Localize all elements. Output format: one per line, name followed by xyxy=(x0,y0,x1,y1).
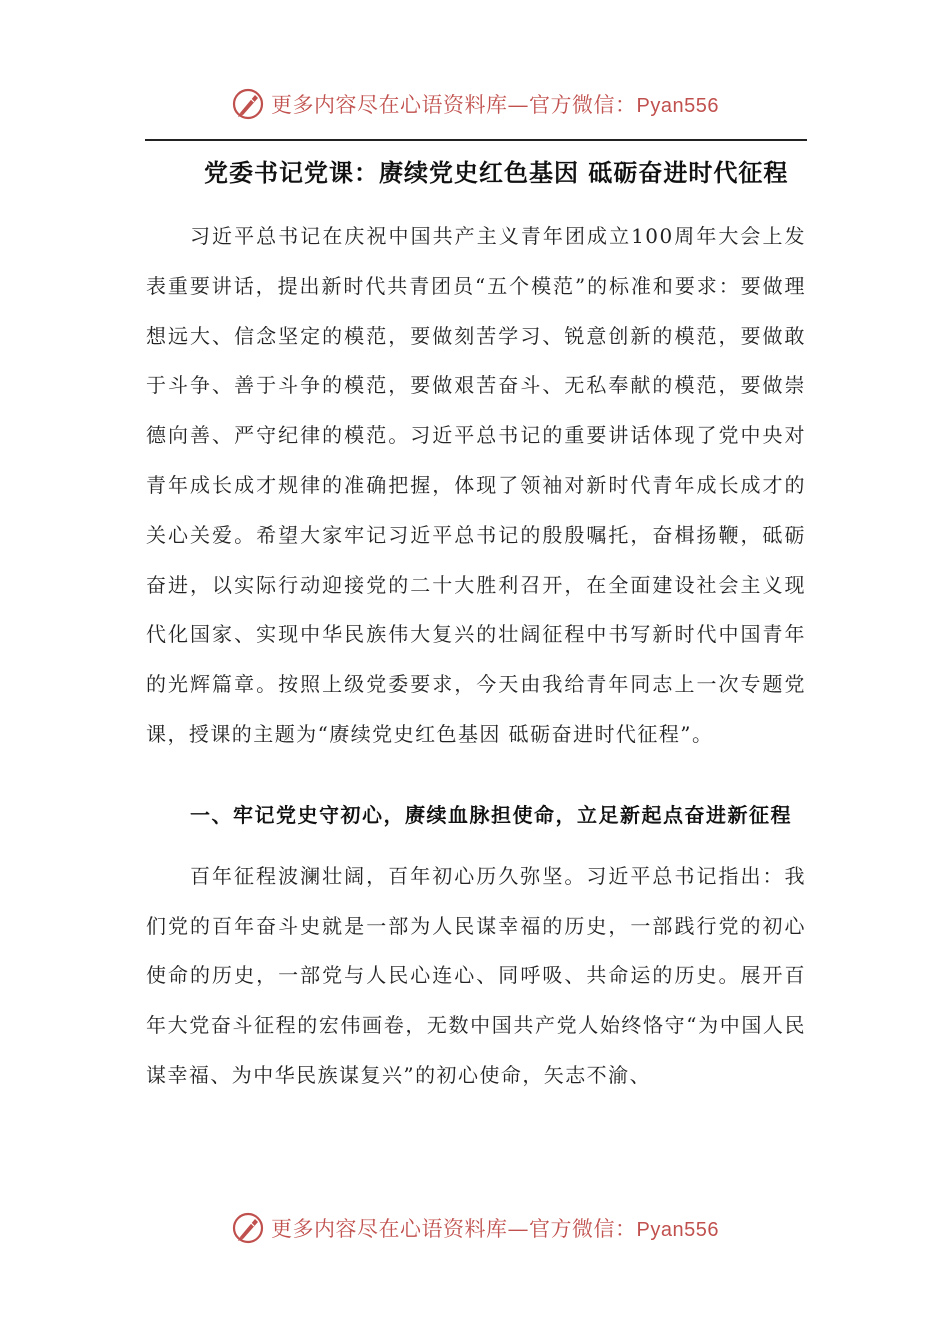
header-banner-wechat-id: Pyan556 xyxy=(636,95,719,117)
quill-pen-logo-icon xyxy=(231,1211,265,1245)
intro-paragraph: 习近平总书记在庆祝中国共产主义青年团成立100周年大会上发表重要讲话，提出新时代共青团员“五个模范”的标准和要求：要做理想远大、信念坚定的模范，要做刻苦学习、锐意创新的模范，要做敢于斗争、善于斗争的模范，要做艰苦奋斗、无私奉献的模范，要做崇德向善、严守纪律的模范。习近平总书记的重要讲话体现了党中央对青年成长成才规律的准确把握，体现了领袖对新时代青年成长成才的关心关爱。希望大家牢记习近平总书记的殷殷嘱托，奋楫扬鞭，砥砺奋进，以实际行动迎接党的二十大胜利召开，在全面建设社会主义现代化国家、实现中华民族伟大复兴的壮阔征程中书写新时代中国青年的光辉篇章。按照上级党委要求，今天由我给青年同志上一次专题党课，授课的主题为“赓续党史红色基因 砥砺奋进时代征程”。 xyxy=(146,224,806,746)
header-banner-site: 更多内容尽在心语资料库 xyxy=(271,93,508,117)
quill-pen-logo-icon xyxy=(231,87,265,121)
section-1-heading: 一、牢记党史守初心，赓续血脉担使命，立足新起点奋进新征程 xyxy=(190,802,792,827)
header-banner-label: 官方微信： xyxy=(529,93,637,117)
header-banner-text xyxy=(271,89,719,119)
footer-banner-site: 更多内容尽在心语资料库 xyxy=(271,1217,508,1241)
footer-banner-separator: — xyxy=(507,1217,530,1241)
footer-banner-label: 官方微信： xyxy=(529,1217,637,1241)
footer-banner-text xyxy=(271,1213,719,1243)
header-banner xyxy=(0,82,950,126)
document-title: 党委书记党课：赓续党史红色基因 砥砺奋进时代征程 xyxy=(204,158,789,187)
section-1-paragraph: 百年征程波澜壮阔，百年初心历久弥坚。习近平总书记指出：我们党的百年奋斗史就是一部为人民谋幸福的历史，一部践行党的初心使命的历史，一部党与人民心连心、同呼吸、共命运的历史。展开百年大党奋斗征程的宏伟画卷，无数中国共产党人始终恪守“为中国人民谋幸福、为中华民族谋复兴”的初心使命，矢志不渝、 xyxy=(146,863,806,1087)
footer-banner xyxy=(0,1206,950,1250)
footer-banner-wechat-id: Pyan556 xyxy=(636,1219,719,1241)
header-banner-separator: — xyxy=(507,93,530,117)
header-rule xyxy=(145,139,807,141)
document-body xyxy=(146,150,806,1101)
